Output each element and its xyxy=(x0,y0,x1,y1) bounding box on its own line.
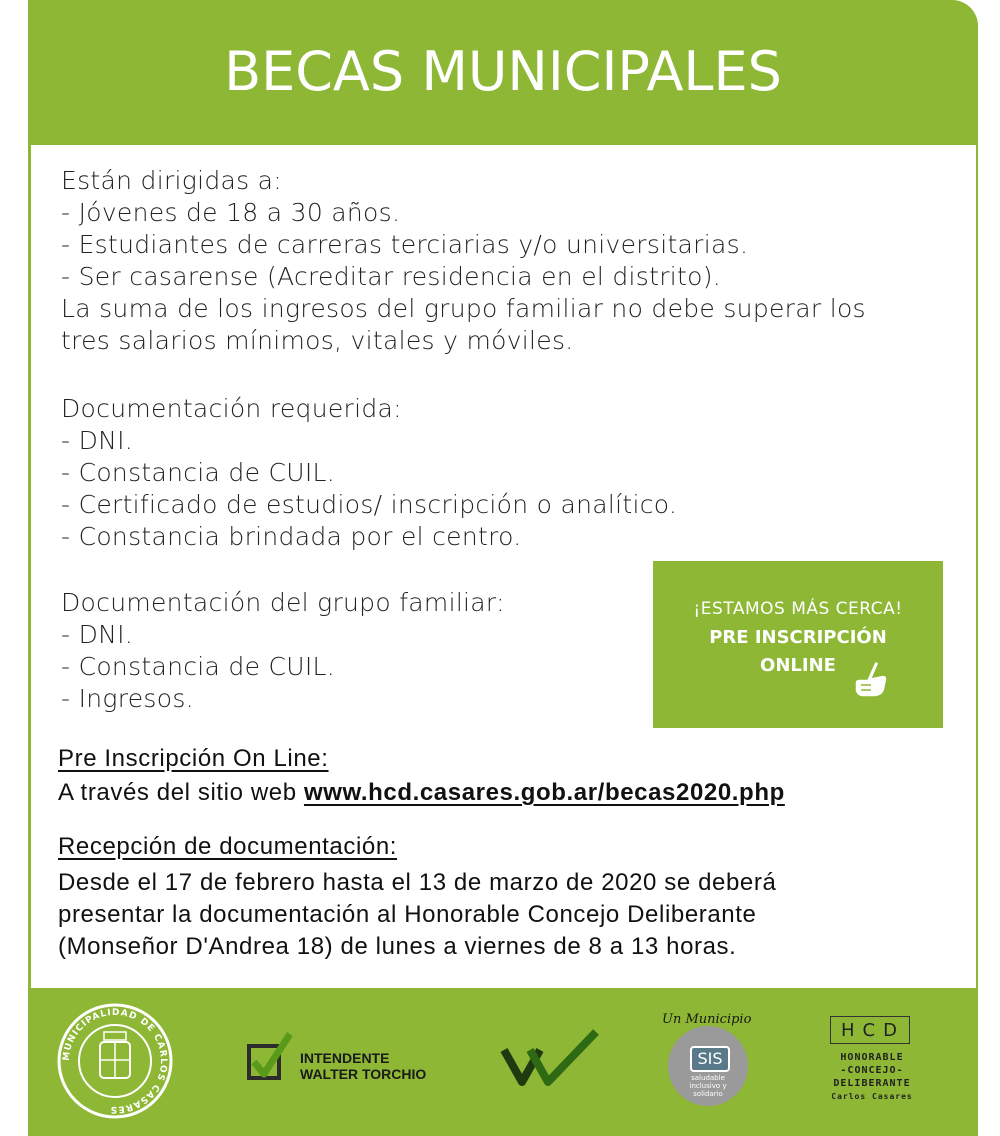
paragraph-line: tres salarios mínimos, vitales y móviles. xyxy=(61,326,574,355)
section-heading: Están dirigidas a: xyxy=(61,166,283,195)
municipal-seal-logo xyxy=(56,1002,174,1120)
list-item: - DNI. xyxy=(61,620,134,649)
list-item: - DNI. xyxy=(61,426,134,455)
poster xyxy=(28,0,978,1136)
hcd-line-1: HONORABLE xyxy=(840,1052,904,1063)
list-item: - Constancia brindada por el centro. xyxy=(61,522,522,551)
paragraph-line: Desde el 17 de febrero hasta el 13 de marzo de 2020 se deberá xyxy=(58,869,777,896)
list-item: - Ingresos. xyxy=(61,684,194,713)
eligibility-section xyxy=(61,165,866,357)
list-item: - Jóvenes de 18 a 30 años. xyxy=(61,198,401,227)
header xyxy=(28,0,978,145)
paragraph-line: (Monseñor D'Andrea 18) de lunes a viernes de 8 a 13 horas. xyxy=(58,933,737,960)
list-item: - Estudiantes de carreras terciarias y/o universitarias. xyxy=(61,230,749,259)
hand-pointer-icon xyxy=(849,657,893,701)
reception-heading: Recepción de documentación: xyxy=(58,833,398,860)
banner-line-3: ONLINE xyxy=(760,655,836,676)
list-item: - Certificado de estudios/ inscripción o analítico. xyxy=(61,490,678,519)
vv-logo xyxy=(500,1028,600,1088)
hcd-line-3: DELIBERANTE xyxy=(833,1078,911,1089)
list-item: - Constancia de CUIL. xyxy=(61,458,336,487)
preinscription-heading: Pre Inscripción On Line: xyxy=(58,745,329,772)
page-title: BECAS MUNICIPALES xyxy=(224,40,782,103)
intendente-name: WALTER TORCHIO xyxy=(300,1066,427,1082)
section-heading: Documentación requerida: xyxy=(61,394,402,423)
list-item: - Ser casarense (Acreditar residencia en el distrito). xyxy=(61,262,722,291)
hcd-line-4: Carlos Casares xyxy=(831,1092,913,1101)
hcd-line-2: -CONCEJO- xyxy=(840,1065,904,1076)
list-item: - Constancia de CUIL. xyxy=(61,652,336,681)
sis-bottom-text: saludable inclusivo y solidario xyxy=(689,1074,727,1098)
hcd-logo xyxy=(826,1016,918,1112)
content-panel xyxy=(31,145,976,988)
sis-logo xyxy=(660,1010,756,1110)
banner-line-1: ¡ESTAMOS MÁS CERCA! xyxy=(693,599,903,619)
intendente-label: INTENDENTE xyxy=(300,1050,390,1066)
section-heading: Documentación del grupo familiar: xyxy=(61,588,505,617)
banner-line-2: PRE INSCRIPCIÓN xyxy=(709,627,887,648)
seal-text: MUNICIPALIDAD DE CARLOS CASARES xyxy=(61,1007,169,1115)
registration-link[interactable]: www.hcd.casares.gob.ar/becas2020.php xyxy=(303,779,785,806)
footer-logos xyxy=(28,988,978,1136)
reception-text xyxy=(58,867,776,963)
checkbox-icon xyxy=(246,1032,292,1082)
paragraph-line: presentar la documentación al Honorable Concejo Deliberante xyxy=(58,901,757,928)
paragraph-line: La suma de los ingresos del grupo familiar no debe superar los xyxy=(61,294,866,323)
preinscription-banner[interactable] xyxy=(653,561,943,728)
sis-badge: SIS xyxy=(690,1046,730,1072)
hcd-box: HCD xyxy=(830,1016,910,1044)
required-docs-section xyxy=(61,393,677,553)
intendente-logo xyxy=(246,1028,446,1088)
preinscription-line xyxy=(58,777,785,809)
preinscription-text: A través del sitio web xyxy=(58,779,297,806)
family-docs-section xyxy=(61,587,505,715)
sis-top-text: Un Municipio xyxy=(662,1012,752,1027)
